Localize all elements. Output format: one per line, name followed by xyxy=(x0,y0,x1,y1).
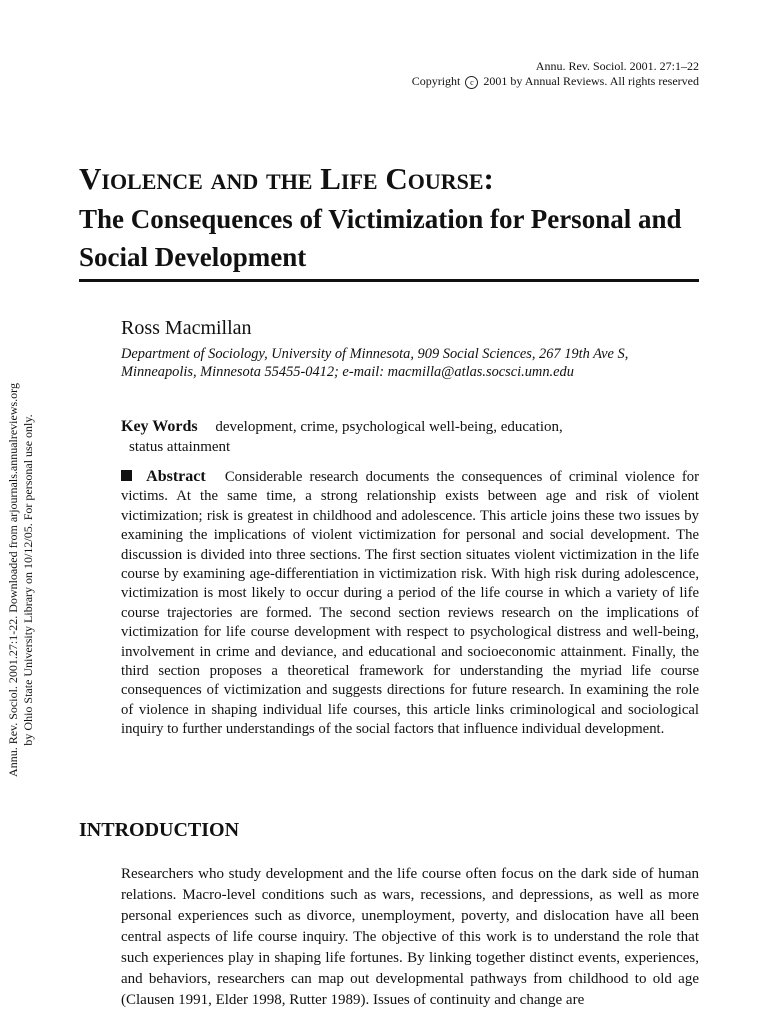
author-name: Ross Macmillan xyxy=(121,317,252,339)
introduction-heading: INTRODUCTION xyxy=(79,819,240,841)
abstract-text: Considerable research documents the consequences of criminal violence for victims. At the same time, a strong relationship exists between age and risk of violent victimization; risk is greatest in childhood and adolescence. This article joins these two issues by examining the implications of violent victimization for personal and social development. The discussion is divided into three sections. The first section situates violent victimization in the life course by examining age-differentiation in victimization risk. With high risk during adolescence, victimization is most likely to occur during a period of the life course in which a variety of life course trajectories are formed. The second section reviews research on the implications of victimization for life course development with respect to psychological distress and well-being, involvement in crime and deviance, and educational and socioeconomic attainment. Finally, the third section proposes a theoretical framework for understanding the myriad life course consequences of victimization and suggests directions for future research. In examining the role of violence in shaping individual life courses, this article links criminological and sociological inquiry to further understandings of the social factors that influence individual development. xyxy=(121,469,700,738)
download-notice-line-1: Annu. Rev. Sociol. 2001.27:1-22. Downloaded from arjournals.annualreviews.org xyxy=(6,383,20,777)
download-notice xyxy=(6,345,38,815)
author-block xyxy=(121,315,711,381)
keywords-label: Key Words xyxy=(121,418,198,435)
article-title: Violence and the Life Course: xyxy=(79,161,494,196)
download-notice-line-2: by Ohio State University Library on 10/12/05. For personal use only. xyxy=(21,414,35,746)
journal-header xyxy=(279,59,699,89)
introduction-paragraph: Researchers who study development and the life course often focus on the dark side of human relations. Macro-level conditions such as wars, recessions, and depressions, as well as more personal experiences such as divorce, unemployment, poverty, and dislocation have all been central aspects of life course inquiry. The objective of this work is to understand the role that such experiences play in shaping life fortunes. By linking together distinct events, experiences, and behaviors, researchers can map out developmental pathways from childhood to old age (Clausen 1991, Elder 1998, Rutter 1989). Issues of continuity and change are xyxy=(121,866,699,1008)
copyright-line xyxy=(279,74,699,89)
article-subtitle: The Consequences of Victimization for Personal and Social Development xyxy=(79,204,682,272)
journal-citation: Annu. Rev. Sociol. 2001. 27:1–22 xyxy=(535,59,699,73)
keywords-line-1: development, crime, psychological well-being, education, xyxy=(215,419,563,435)
copyright-icon: c xyxy=(465,76,478,89)
title-block xyxy=(79,158,699,276)
abstract-square-icon xyxy=(121,470,132,481)
keywords-line-2: status attainment xyxy=(129,439,231,455)
keywords-block xyxy=(121,417,641,457)
author-affiliation-line-1: Department of Sociology, University of Minnesota, 909 Social Sciences, 267 19th Ave S, xyxy=(121,346,629,362)
author-affiliation-line-2: Minneapolis, Minnesota 55455-0412; e-mail: macmilla@atlas.socsci.umn.edu xyxy=(121,364,574,380)
title-divider xyxy=(79,279,699,282)
abstract-paragraph xyxy=(121,467,699,740)
copyright-label: Copyright xyxy=(411,74,461,88)
abstract-label: Abstract xyxy=(146,468,206,485)
copyright-text: 2001 by Annual Reviews. All rights reserved xyxy=(483,74,699,88)
